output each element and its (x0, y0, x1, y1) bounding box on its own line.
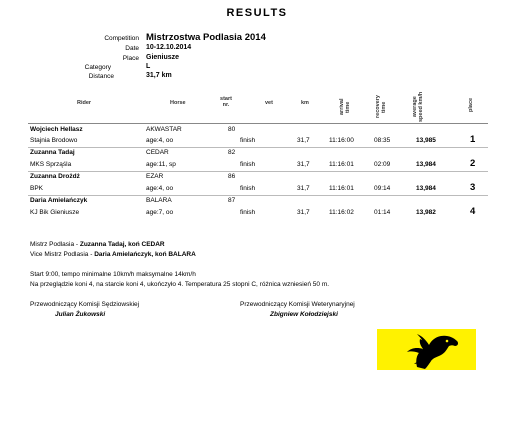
start-number: 87 (228, 197, 236, 204)
notes-line-2: Na przeglądzie koni 4, na starcie koni 4, ukończyło 4. Temperatura 25 stopni C, różnica wzniesień 50 m. (30, 281, 330, 288)
arrival-time: 11:16:02 (329, 209, 354, 216)
vet-status: finish (240, 185, 256, 192)
competition-label: Competition (104, 35, 139, 42)
distance-km: 31,7 (297, 185, 310, 192)
average-speed: 13,985 (416, 137, 436, 144)
rider-name: Wojciech Hellasz (30, 126, 83, 133)
horse-name: CEDAR (146, 149, 169, 156)
start-number: 80 (228, 126, 236, 133)
distance-label: Distance (88, 73, 114, 80)
header-start-line1: start (220, 96, 232, 102)
vet-status: finish (240, 209, 256, 216)
header-recovery-time: recovery time (375, 95, 387, 119)
row-divider (28, 147, 488, 148)
judges-title: Przewodniczący Komisji Sędziowskiej (30, 301, 140, 308)
recovery-time: 08:35 (374, 137, 391, 144)
average-speed: 13,984 (416, 185, 436, 192)
place-value: Gieniusze (146, 54, 180, 61)
horse-silhouette (377, 329, 476, 370)
header-rider: Rider (77, 100, 92, 106)
average-speed: 13,984 (416, 161, 436, 168)
vet-status: finish (240, 161, 256, 168)
place-number: 4 (470, 206, 476, 217)
recovery-time: 02:09 (374, 161, 391, 168)
start-number: 82 (228, 149, 236, 156)
header-arrival-time: arrival time (339, 98, 351, 116)
horse-info: age:4, oo (146, 185, 174, 192)
distance-km: 31,7 (297, 161, 310, 168)
rider-club: KJ Bik Gieniusze (30, 209, 80, 216)
notes-line-1: Start 9:00, tempo minimalne 10km/h maksymalne 14km/h (30, 271, 196, 278)
rider-club: Stajnia Brodowo (30, 137, 78, 144)
distance-km: 31,7 (297, 137, 310, 144)
arrival-time: 11:16:01 (329, 161, 354, 168)
rider-club: BPK (30, 185, 44, 192)
arrival-time: 11:16:01 (329, 185, 354, 192)
vice-champion-prefix: Vice Mistrz Podlasia - (30, 251, 95, 258)
rider-name: Zuzanna Tadaj (30, 149, 75, 156)
distance-value: 31,7 km (146, 72, 172, 79)
horse-info: age:11, sp (146, 161, 176, 168)
champion-name: Zuzanna Tadaj, koń CEDAR (79, 241, 165, 248)
header-average-speed: average speed km/h (412, 91, 424, 123)
category-value: L (146, 63, 151, 70)
rider-name: Daria Amielańczyk (30, 197, 88, 204)
header-start-nr (214, 96, 238, 108)
header-vet: vet (265, 100, 273, 106)
recovery-time: 01:14 (374, 209, 391, 216)
place-number: 2 (470, 158, 476, 169)
vice-champion-name: Daria Amielańczyk, koń BALARA (94, 251, 196, 258)
horse-name: AKWASTAR (146, 126, 182, 133)
vet-status: finish (240, 137, 256, 144)
average-speed: 13,982 (416, 209, 436, 216)
judges-name: Julian Żukowski (55, 311, 106, 318)
category-label: Category (84, 64, 111, 71)
vets-name: Zbigniew Kołodziejski (270, 311, 338, 318)
start-number: 86 (228, 173, 236, 180)
header-start-line2: nr. (222, 102, 230, 108)
horse-name: EZAR (146, 173, 164, 180)
champion-line (30, 241, 165, 248)
champion-prefix: Mistrz Podlasia - (30, 241, 80, 248)
rider-name: Zuzanna Drożdż (30, 173, 80, 180)
row-divider (28, 171, 488, 172)
place-number: 3 (470, 182, 476, 193)
horse-info: age:7, oo (146, 209, 174, 216)
arrival-time: 11:16:00 (329, 137, 354, 144)
vice-champion-line (30, 251, 196, 258)
competition-value: Mistrzostwa Podlasia 2014 (146, 32, 266, 43)
vets-title: Przewodniczący Komisji Weterynaryjnej (240, 301, 355, 308)
horse-name: BALARA (146, 197, 172, 204)
horse-info: age:4, oo (146, 137, 174, 144)
place-number: 1 (470, 134, 476, 145)
header-place: place (468, 97, 474, 113)
header-divider (28, 123, 488, 124)
row-divider (28, 195, 488, 196)
date-value: 10-12.10.2014 (146, 44, 192, 51)
page-title: RESULTS (226, 7, 288, 19)
recovery-time: 09:14 (374, 185, 391, 192)
distance-km: 31,7 (297, 209, 310, 216)
header-km: km (301, 100, 309, 106)
date-label: Date (125, 45, 139, 52)
horse-logo-icon (377, 329, 476, 370)
place-label: Place (122, 55, 139, 62)
rider-club: MKS Sprząśla (30, 161, 72, 168)
header-horse: Horse (170, 100, 186, 106)
